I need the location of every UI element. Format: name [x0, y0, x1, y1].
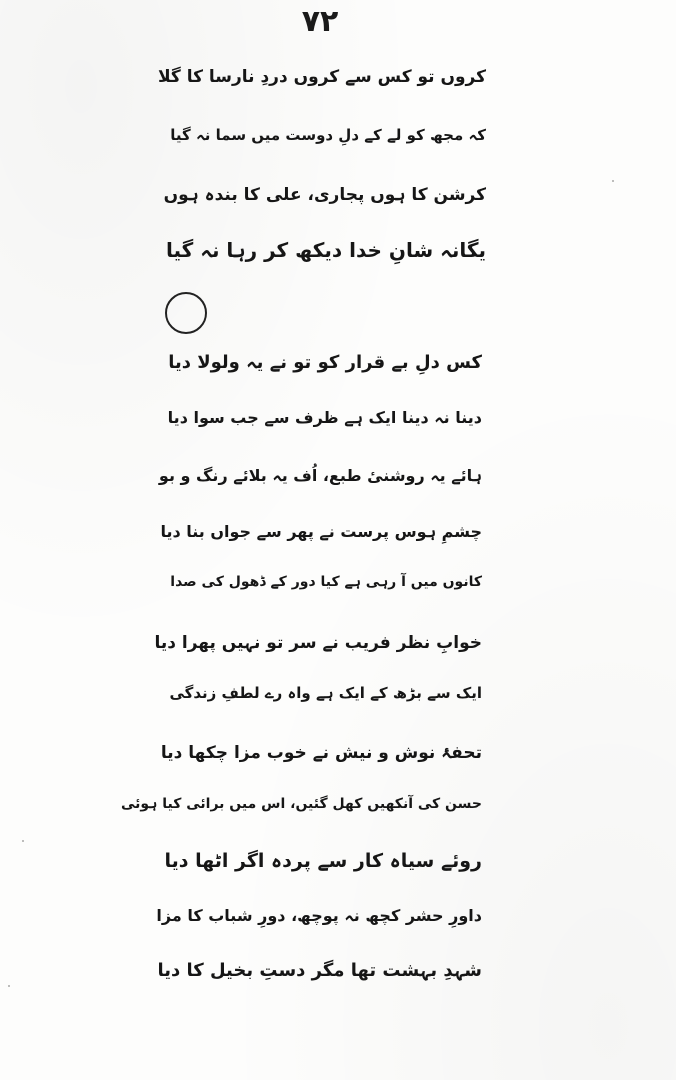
verse-line: کہ مجھ کو لے کے دلِ دوست میں سما نہ گیا — [170, 126, 486, 144]
verse-line: دینا نہ دینا ایک ہے ظرف سے جب سوا دیا — [167, 408, 482, 427]
verse-line: چشمِ ہوس پرست نے پھر سے جواں بنا دیا — [160, 522, 482, 541]
verse-line: تحفۂ نوش و نیش نے خوب مزا چکھا دیا — [160, 743, 482, 763]
verse-line: داورِ حشر کچھ نہ پوچھ، دورِ شباب کا مزا — [156, 906, 482, 925]
circle-icon — [165, 292, 207, 334]
paper-speck — [22, 840, 24, 842]
verse-line: خوابِ نظر فریب نے سر تو نہیں پھرا دیا — [154, 633, 482, 653]
paper-speck — [612, 180, 614, 182]
verse-line: شہدِ بہشت تھا مگر دستِ بخیل کا دیا — [157, 960, 482, 981]
verse-line: کروں تو کس سے کروں دردِ نارسا کا گلا — [157, 67, 486, 87]
paper-speck — [8, 985, 10, 987]
verse-line: حسن کی آنکھیں کھل گئیں، اس میں برائی کیا ہوئی — [120, 796, 482, 812]
page-number: ۷۲ — [301, 4, 339, 39]
verse-line: ہائے یہ روشنیٔ طبع، اُف یہ بلائے رنگ و بو — [158, 466, 482, 485]
verse-line: کرشن کا ہوں پجاری، علی کا بندہ ہوں — [163, 185, 486, 205]
verse-line: ایک سے بڑھ کے ایک ہے واہ رے لطفِ زندگی — [169, 684, 482, 702]
verse-line: کانوں میں آ رہی ہے کیا دور کے ڈھول کی صدا — [170, 574, 482, 590]
verse-line: یگانہ شانِ خدا دیکھ کر رہا نہ گیا — [165, 238, 486, 262]
verse-line: روئے سیاہ کار سے پردہ اگر اٹھا دیا — [164, 850, 482, 872]
verse-line: کس دلِ بے قرار کو تو نے یہ ولولا دیا — [168, 352, 482, 373]
